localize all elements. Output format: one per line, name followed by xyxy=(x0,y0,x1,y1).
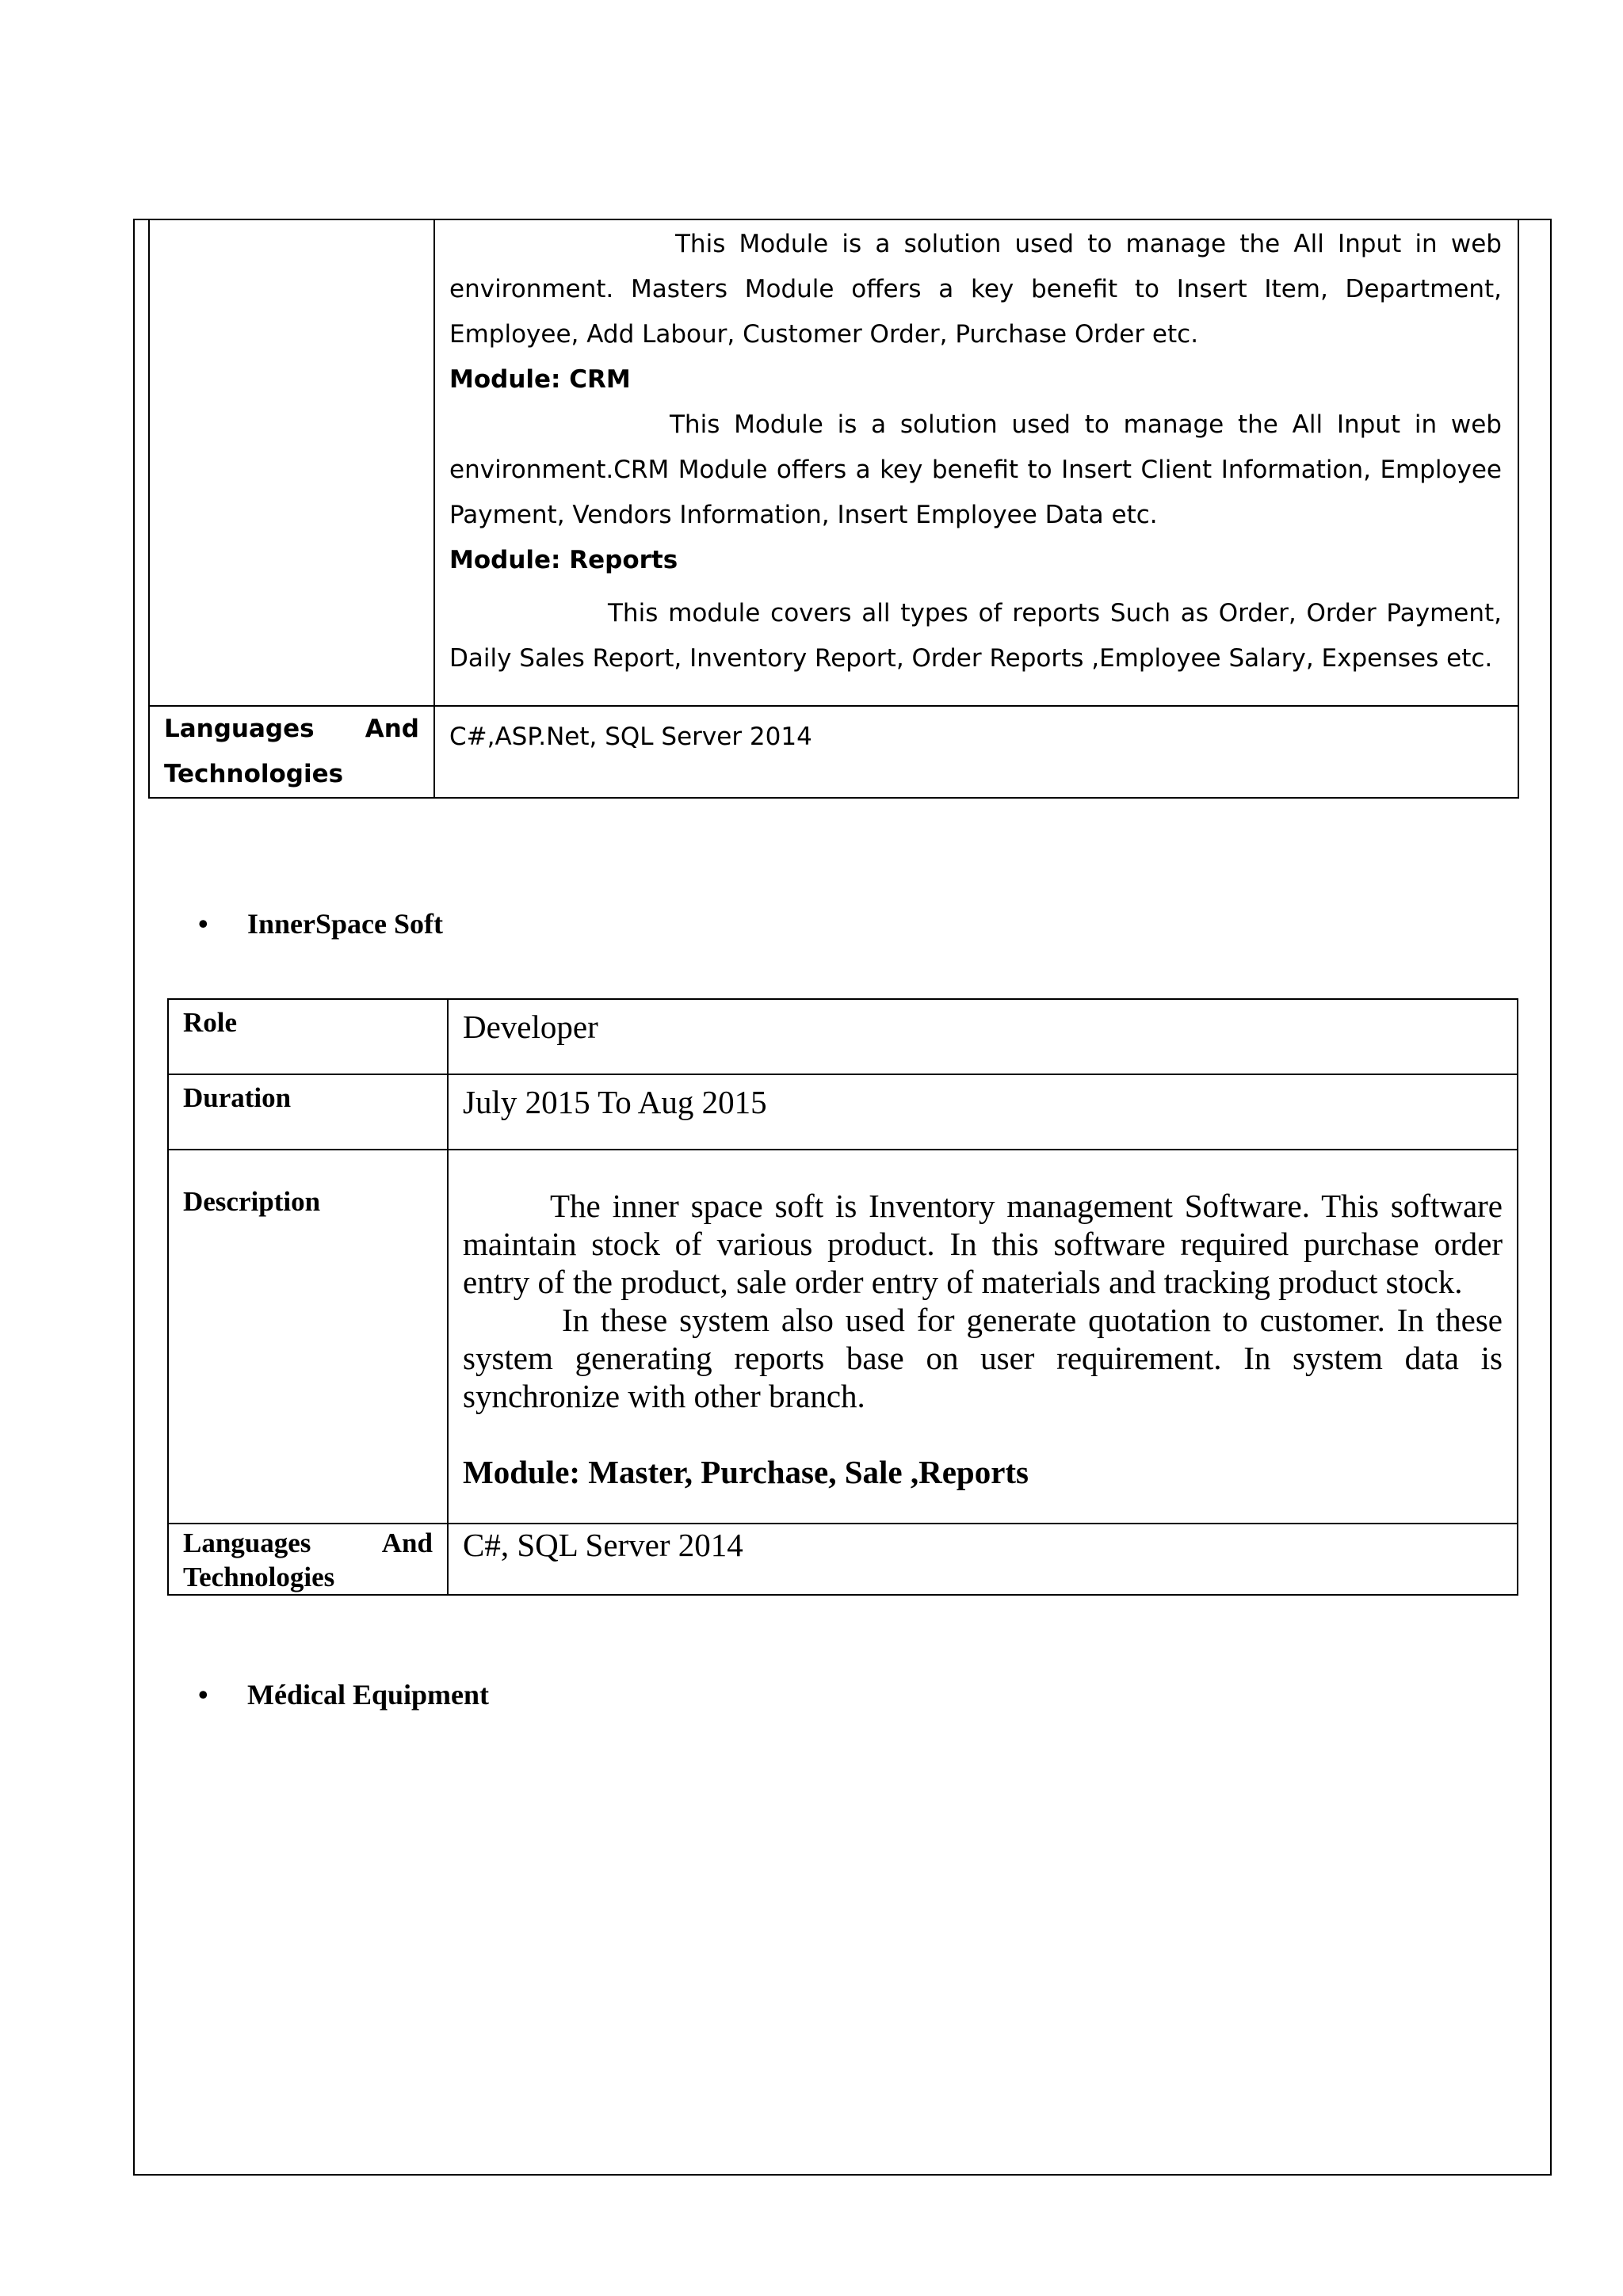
duration-label: Duration xyxy=(168,1074,448,1150)
description-row xyxy=(168,1150,1518,1524)
languages-label-word2: And xyxy=(365,715,419,743)
role-row xyxy=(168,999,1518,1074)
description-paragraph-1: The inner space soft is Inventory management Software. This software maintain stock of various product. In this software required purchase order entry of the product, sale order entry of materials and tracking product stock. xyxy=(463,1188,1503,1300)
reports-module-text: This module covers all types of reports Such as Order, Order Payment, Daily Sales Report, Inventory Report, Order Reports ,Employee Salary, Expenses etc. xyxy=(449,599,1502,673)
languages-label xyxy=(149,706,434,798)
crm-module-heading: Module: CRM xyxy=(449,365,631,394)
description-label-cell xyxy=(149,219,434,706)
languages-label-word3: Technologies xyxy=(183,1562,335,1592)
languages-label-word1: Languages xyxy=(183,1527,311,1558)
innerspace-heading: InnerSpace Soft xyxy=(247,908,444,940)
role-value: Developer xyxy=(448,999,1518,1074)
description-row xyxy=(149,219,1518,706)
languages-value: C#, SQL Server 2014 xyxy=(448,1524,1518,1595)
medical-heading: Médical Equipment xyxy=(247,1679,490,1711)
description-paragraph-2: In these system also used for generate quotation to customer. In these system generating reports base on user requirement. In system data is synchronize with other branch. xyxy=(463,1302,1503,1414)
modules-line: Module: Master, Purchase, Sale ,Reports xyxy=(463,1454,1029,1490)
languages-value: C#,ASP.Net, SQL Server 2014 xyxy=(434,706,1518,798)
duration-value: July 2015 To Aug 2015 xyxy=(448,1074,1518,1150)
languages-label-word2: And xyxy=(381,1527,433,1558)
description-value xyxy=(448,1150,1518,1524)
crm-module-text: This Module is a solution used to manage the All Input in web environment.CRM Module offers a key benefit to Insert Client Information, Employee Payment, Vendors Information, Insert Employee Data etc. xyxy=(449,410,1502,529)
languages-row xyxy=(149,706,1518,798)
description-cell xyxy=(434,219,1518,706)
masters-module-text: This Module is a solution used to manage the All Input in web environment. Masters Module offers a key benefit to Insert Item, Department, Employee, Add Labour, Customer Order, Purchase Order etc. xyxy=(449,230,1502,349)
duration-row xyxy=(168,1074,1518,1150)
languages-label xyxy=(168,1524,448,1595)
role-label: Role xyxy=(168,999,448,1074)
languages-row xyxy=(168,1524,1518,1595)
project-table-1 xyxy=(148,219,1519,799)
innerspace-table xyxy=(167,998,1518,1596)
reports-module-heading: Module: Reports xyxy=(449,546,678,574)
bullet-dot: • xyxy=(198,1679,208,1711)
languages-label-word1: Languages xyxy=(164,715,315,743)
languages-label-word3: Technologies xyxy=(164,760,344,788)
description-label: Description xyxy=(168,1150,448,1524)
bullet-dot: • xyxy=(198,908,208,940)
